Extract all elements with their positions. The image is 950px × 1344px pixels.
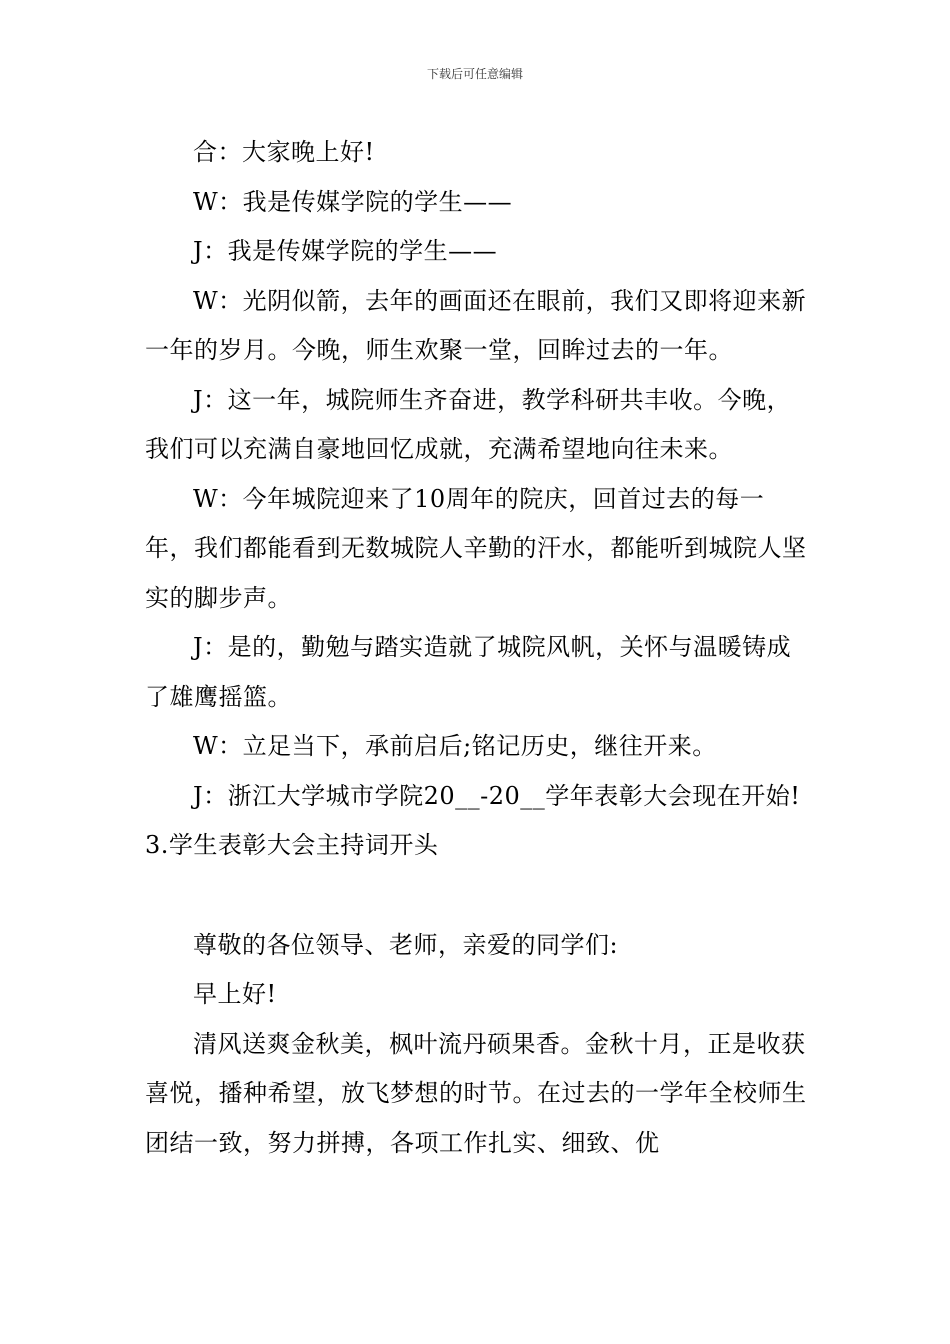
- paragraph-host-w-intro: W：我是传媒学院的学生——: [193, 187, 513, 216]
- paragraph-j-opening: J：浙江大学城市学院20__-20__学年表彰大会现在开始!: [193, 781, 801, 810]
- paragraph-morning: 早上好!: [193, 980, 277, 1008]
- paragraph-j-year: J：这一年，城院师生齐奋进，教学科研共丰收。今晚，我们可以充满自豪地回忆成就，充满希望地向往未来。: [145, 385, 792, 463]
- page-header-note: 下载后可任意编辑: [426, 67, 523, 81]
- paragraph-host-j-intro: J：我是传媒学院的学生——: [193, 237, 498, 265]
- paragraph-w-anniversary: W：今年城院迎来了10周年的院庆，回首过去的每一年，我们都能看到无数城院人辛勤的汗水，都能听到城院人坚实的脚步声。: [145, 484, 807, 612]
- paragraph-salutation: 尊敬的各位领导、老师，亲爱的同学们:: [193, 930, 619, 959]
- paragraph-w-history: W：立足当下，承前启后;铭记历史，继往开来。: [193, 732, 717, 760]
- paragraph-autumn: 清风送爽金秋美，枫叶流丹硕果香。金秋十月，正是收获喜悦，播种希望，放飞梦想的时节。在过去的一学年全校师生团结一致，努力拼搏，各项工作扎实、细致、优: [145, 1029, 807, 1157]
- paragraph-greeting: 合：大家晚上好!: [193, 138, 375, 166]
- paragraph-w-time: W：光阴似箭，去年的画面还在眼前，我们又即将迎来新一年的岁月。今晚，师生欢聚一堂，回眸过去的一年。: [145, 286, 807, 364]
- section-heading: 3.学生表彰大会主持词开头: [145, 831, 439, 859]
- document-body: [145, 128, 810, 1168]
- paragraph-j-diligence: J：是的，勤勉与踏实造就了城院风帆，关怀与温暖铸成了雄鹰摇篮。: [145, 633, 792, 711]
- section-spacer: [145, 871, 810, 921]
